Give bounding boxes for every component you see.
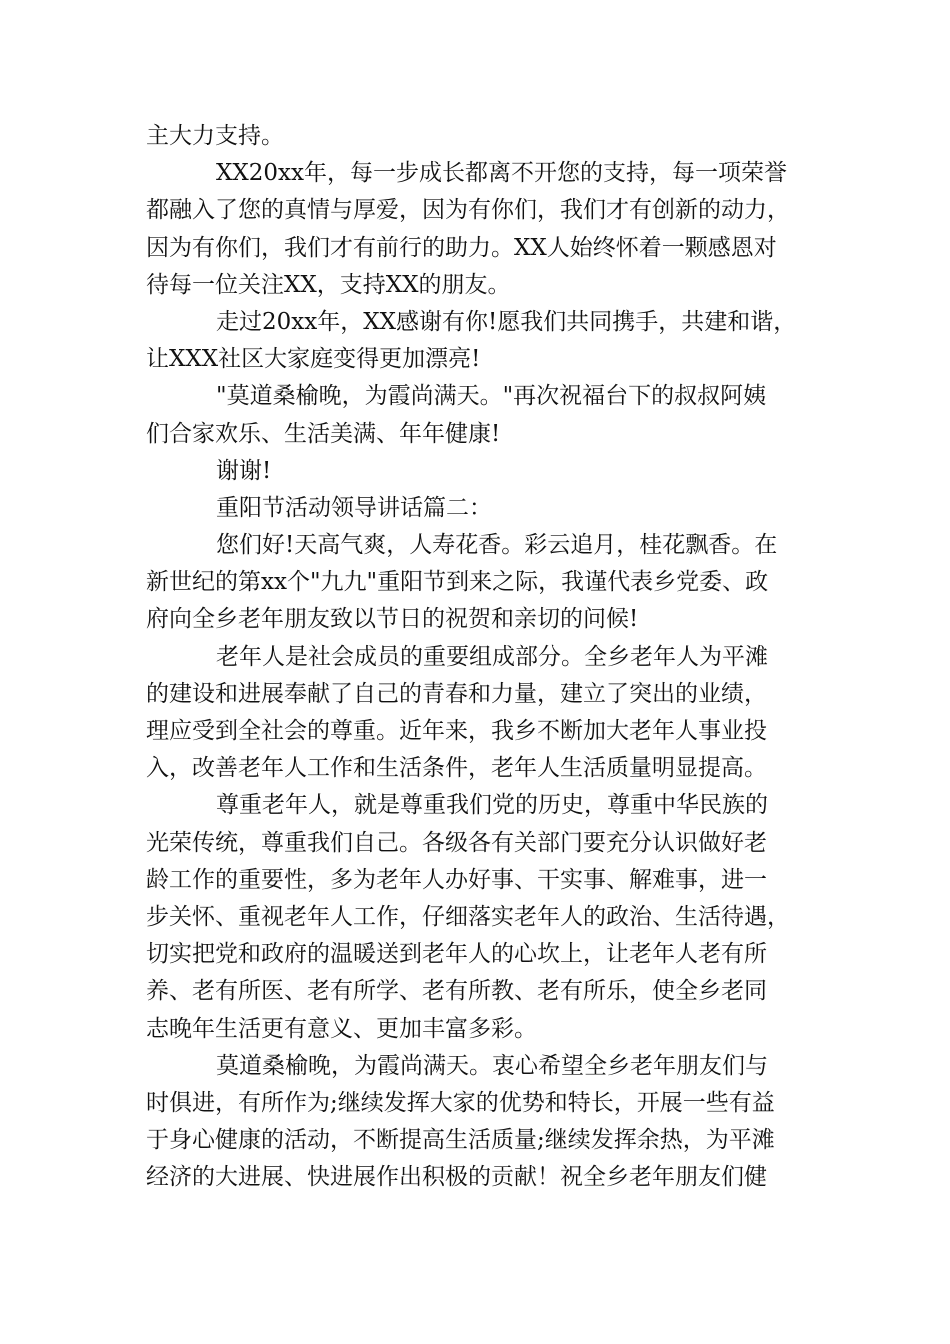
text-line: 光荣传统，尊重我们自己。各级各有关部门要充分认识做好老 xyxy=(146,829,767,856)
text-line: 谢谢! xyxy=(216,457,272,484)
text-line: 步关怀、重视老年人工作，仔细落实老年人的政治、生活待遇， xyxy=(146,903,790,930)
text-line: 的建设和进展奉献了自己的青春和力量，建立了突出的业绩， xyxy=(146,680,767,707)
text-line: 老年人是社会成员的重要组成部分。全乡老年人为平滩 xyxy=(216,643,768,670)
text-line: 入，改善老年人工作和生活条件，老年人生活质量明显提高。 xyxy=(146,755,767,782)
text-line: 龄工作的重要性，多为老年人办好事、干实事、解难事，进一 xyxy=(146,866,767,893)
text-line: XX20xx年，每一步成长都离不开您的支持，每一项荣誉 xyxy=(216,160,787,187)
text-line: 莫道桑榆晚，为霞尚满天。衷心希望全乡老年朋友们与 xyxy=(216,1052,768,1079)
text-line: 时俱进，有所作为;继续发挥大家的优势和特长，开展一些有益 xyxy=(146,1089,775,1116)
text-line: 因为有你们，我们才有前行的助力。XX人始终怀着一颗感恩对 xyxy=(146,234,777,261)
text-line: 让XXX社区大家庭变得更加漂亮! xyxy=(146,346,481,373)
document-body xyxy=(146,118,806,1196)
text-line: 经济的大进展、快进展作出积极的贡献！祝全乡老年朋友们健 xyxy=(146,1164,767,1191)
text-line: 理应受到全社会的尊重。近年来，我乡不断加大老年人事业投 xyxy=(146,718,767,744)
text-line: 府向全乡老年朋友致以节日的祝贺和亲切的问候! xyxy=(146,606,639,633)
text-line: 们合家欢乐、生活美满、年年健康! xyxy=(146,420,501,447)
text-line: "莫道桑榆晚，为霞尚满天。"再次祝福台下的叔叔阿姨 xyxy=(216,383,767,410)
text-line: 走过20xx年，XX感谢有你!愿我们共同携手，共建和谐， xyxy=(216,308,797,335)
text-line: 您们好!天高气爽，人寿花香。彩云追月，桂花飘香。在 xyxy=(216,532,778,559)
text-line: 重阳节活动领导讲话篇二： xyxy=(216,494,492,521)
text-line: 都融入了您的真情与厚爱，因为有你们，我们才有创新的动力， xyxy=(146,197,790,224)
text-line: 于身心健康的活动，不断提高生活质量;继续发挥余热，为平滩 xyxy=(146,1127,775,1154)
text-line: 养、老有所医、老有所学、老有所教、老有所乐，使全乡老同 xyxy=(146,978,767,1005)
text-line: 新世纪的第xx个"九九"重阳节到来之际，我谨代表乡党委、政 xyxy=(146,569,769,596)
text-line: 切实把党和政府的温暖送到老年人的心坎上，让老年人老有所 xyxy=(146,941,767,968)
text-line: 志晚年生活更有意义、更加丰富多彩。 xyxy=(146,1015,537,1042)
text-line: 尊重老年人，就是尊重我们党的历史，尊重中华民族的 xyxy=(216,792,768,819)
text-line: 待每一位关注XX，支持XX的朋友。 xyxy=(146,271,511,298)
text-line: 主大力支持。 xyxy=(146,123,284,149)
